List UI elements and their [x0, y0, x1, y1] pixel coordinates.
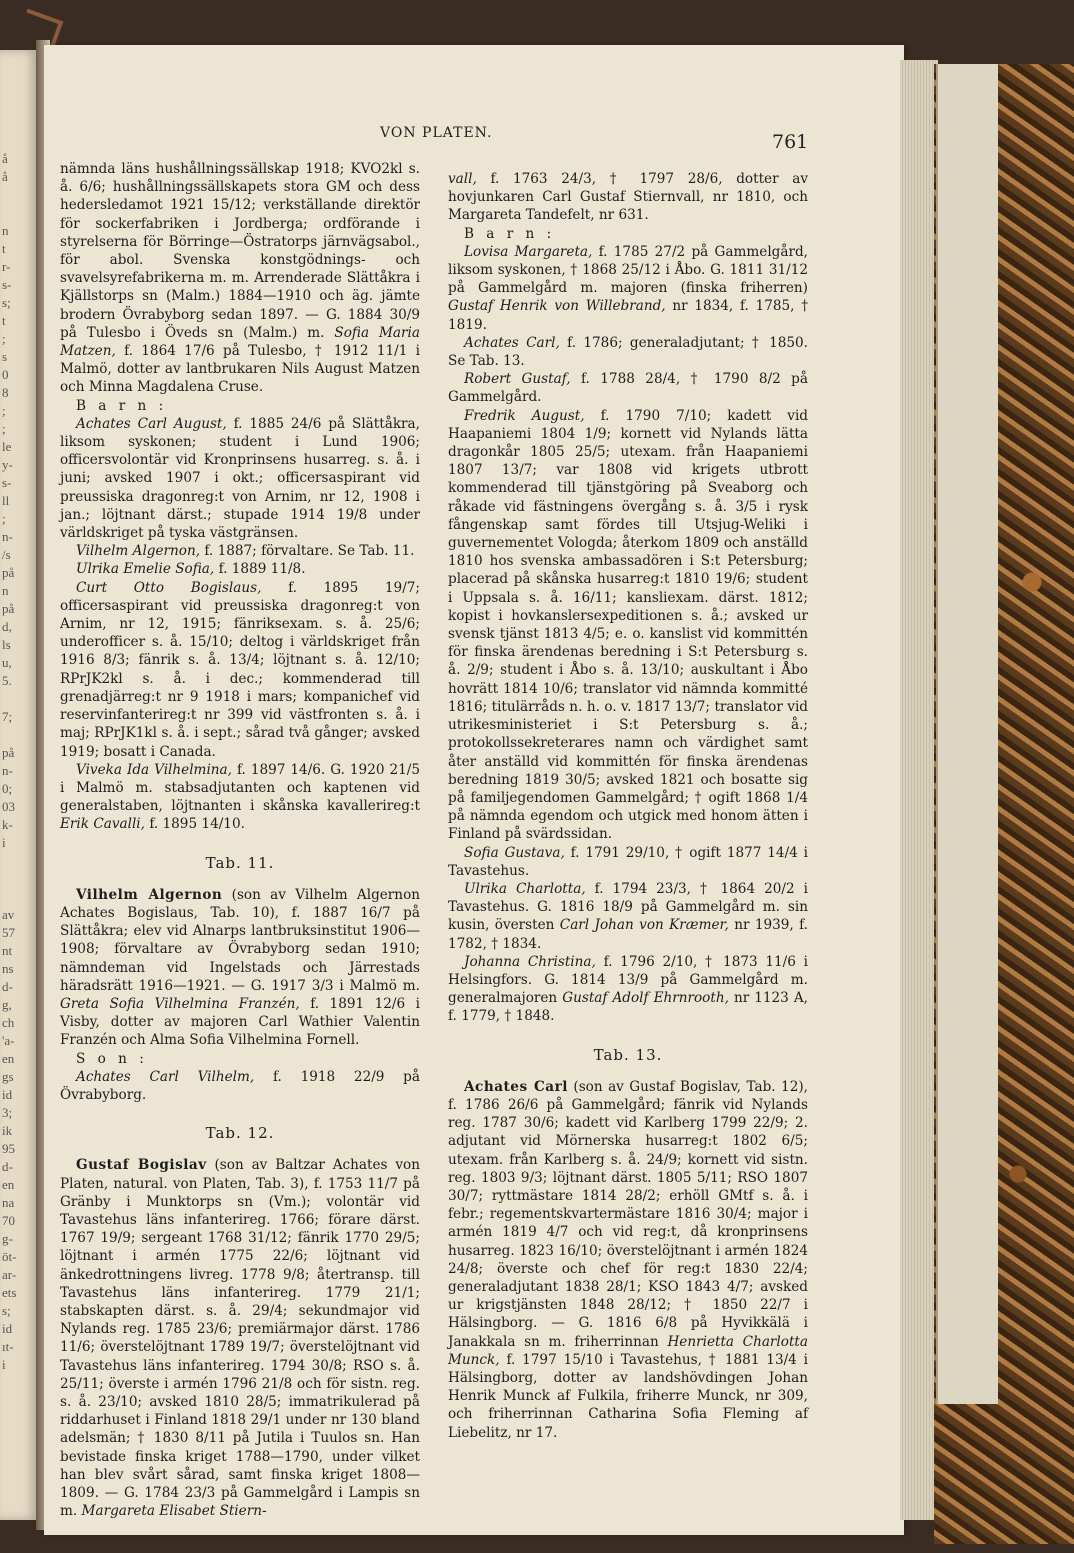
left-page-fragment: d-	[2, 979, 13, 994]
left-page-fragment	[0, 204, 38, 222]
left-page-fragment: 8	[2, 385, 9, 400]
left-page-fragment: på	[2, 745, 15, 760]
entry: Curt Otto Bogislaus, f. 1895 19/7; officersaspirant vid preussiska dragonreg:t von Arnim, nr 12, 1915; fänriksexam. s. å. 25/6; underofficer s. å. 15/10; deltog i världskriget från 1916 8/3; fänrik s. å. 13/4; löjtnant s. å. 12/10; RPrJK2kl s. å. i dec.; kommenderad till grenadjärreg:t nr 9 1918 i mars; kompanichef vid reservinfanterireg:t nr 399 vid västfronten s. å. i maj; RPrJK1kl s. å. i sept.; sårad två gånger; avsked 1919; bosatt i Canada.	[60, 579, 420, 760]
left-page-fragment: na	[2, 1195, 15, 1210]
left-page-fragment: /s	[2, 547, 11, 562]
entry: Robert Gustaf, f. 1788 28/4, † 1790 8/2 på Gammelgård.	[448, 371, 808, 406]
left-page-fragment: i	[2, 835, 6, 850]
entry: Ulrika Emelie Sofia, f. 1889 11/8.	[76, 561, 306, 578]
left-page-fragment	[0, 726, 38, 744]
entry: Vilhelm Algernon, f. 1887; förvaltare. Se Tab. 11.	[76, 543, 415, 560]
left-page-fragment: ch	[2, 1015, 15, 1030]
left-page-fragment	[0, 690, 38, 708]
children-heading: B a r n :	[76, 397, 168, 414]
left-page-fragment: på	[2, 601, 15, 616]
table-heading: Tab. 12.	[205, 1124, 275, 1143]
left-page-fragment: 'a-	[2, 1033, 15, 1048]
left-page-fragment: i	[2, 1357, 6, 1372]
left-page-fragment: r-	[2, 259, 11, 274]
left-page-fragment: ar-	[2, 1267, 17, 1282]
left-page-fragment: ;	[2, 511, 6, 526]
left-page-fragment: id	[2, 1087, 13, 1102]
entry: Achates Carl Vilhelm, f. 1918 22/9 på Övrabyborg.	[60, 1068, 420, 1103]
left-page-fragment: 95	[2, 1141, 15, 1156]
paragraph: vall, f. 1763 24/3, † 1797 28/6, dotter av hovjunkaren Carl Gustaf Stiernvall, nr 1810, och Margareta Tandefelt, nr 631.	[448, 171, 809, 224]
endpaper	[936, 64, 998, 1404]
left-page-fragment: g,	[2, 997, 12, 1012]
left-page-fragment: öt-	[2, 1249, 17, 1264]
entry: Lovisa Margareta, f. 1785 27/2 på Gammelgård, liksom syskonen, † 1868 25/12 i Åbo. G. 1811 31/12 på Gammelgård m. majoren (finska friherren) Gustaf Henrik von Willebrand, nr 1834, f. 1785, † 1819.	[448, 243, 808, 333]
left-page-fragment: n-	[2, 529, 13, 544]
entry: Fredrik August, f. 1790 7/10; kadett vid Haapaniemi 1804 1/9; kornett vid Nylands lätta dragonkår 1805 25/5; utexam. från Haapaniemi 1807 13/7; var 1808 vid krigets utbrott kommenderad till tjänstgöring på Sveaborg och råkade vid fästningens övergång s. å. 3/5 i rysk fångenskap samt fördes till Utsjug-Weliki i guvernementet Vologda; återkom 1809 och anställd 1810 hos svenska ambassadören i S:t Petersburg; placerad på skånska husarreg:t 1810 19/6; student i Uppsala s. å. 16/11; kansliexam. därst. 1812; kopist i hovkanslersexpeditionen s. å.; avsked ur svensk tjänst 1813 4/5; e. o. kanslist vid kommittén för finska ärendenas beredning i S:t Petersburg s. å. 2/9; student i Åbo s. å. 13/10; auskultant i Åbo hovrätt 1814 10/6; translator vid nämnda kommitté 1816; titulärråds n. h. o. v. 1817 13/7; translator vid utrikesministeriet i S:t Petersburg s. å.; protokollssekreterares namn och värdighet samt åter anställd vid kommittén för finska ärendenas beredning 1819 30/5; avsked 1821 och bosatte sig på familjegendomen Gammelgård; † ogift 1868 1/4 på nämnda egendom och utgick med honom ätten i Finland på svärdssidan.	[448, 407, 808, 843]
table-heading: Tab. 11.	[205, 853, 275, 872]
left-page-fragment: 5.	[2, 673, 12, 688]
entry: Sofia Gustava, f. 1791 29/10, † ogift 1877 14/4 i Tavastehus.	[448, 844, 808, 879]
left-page-fragment: gs	[2, 1069, 14, 1084]
left-page-fragment: le	[2, 439, 12, 454]
left-page-fragment: s-	[2, 277, 12, 292]
entry: Achates Carl, f. 1786; generaladjutant; † 1850. Se Tab. 13.	[448, 334, 808, 370]
left-page-fragment: nt	[2, 943, 13, 958]
left-page-fragment: på	[2, 565, 15, 580]
left-page-fragment: å	[2, 169, 8, 184]
left-page-fragment: y-	[2, 457, 13, 472]
left-page-fragment: s;	[2, 1303, 11, 1318]
left-page-fragment	[0, 852, 38, 870]
left-page-fragment: d,	[2, 619, 12, 634]
left-page-fragment	[0, 870, 38, 888]
left-page-fragment: en	[2, 1051, 15, 1066]
left-page-fragment: ik	[2, 1123, 13, 1138]
left-page-fragment: ıt-	[2, 1339, 14, 1354]
left-page-fragment: u,	[2, 655, 12, 670]
left-column	[60, 160, 420, 1520]
left-page-fragment: ls	[2, 637, 11, 652]
entry: Achates Carl August, f. 1885 24/6 på Slättåkra, liksom syskonen; student i Lund 1906; officersvolontär vid Kronprinsens husarreg. s. å. i juni; avsked 1907 i okt.; officersaspirant vid preussiska dragonreg:t von Arnim, nr 12, 1908 i jan.; löjtnant därst.; stupade 1914 19/8 under världskriget på tyska västgränsen.	[60, 415, 420, 542]
entry: Johanna Christina, f. 1796 2/10, † 1873 11/6 i Helsingfors. G. 1814 13/9 på Gammelgård m. generalmajoren Gustaf Adolf Ehrnrooth, nr 1123 A, f. 1779, † 1848.	[448, 953, 808, 1025]
entry: Achates Carl (son av Gustaf Bogislav, Tab. 12), f. 1786 26/6 på Gammelgård; fänrik vid Nylands reg. 1787 30/6; kadett vid Karlberg 1799 22/9; 2. adjutant vid Mörnerska husarreg:t 1802 6/5; utexam. från Karlberg s. å. 24/9; kornett vid sistn. reg. 1803 9/3; löjtnant därst. 1805 5/11; RSO 1807 30/7; ryttmästare 1814 28/2; erhöll GMtf s. å. i febr.; regementskvartermästare 1816 30/4; major i armén 1819 4/7 och vid reg:t, då kronprinsens husarreg. 1823 16/10; överstelöjtnant i armén 1824 24/8; överste och chef för reg:t 1830 22/4; generaladjutant 1838 28/1; KSO 1843 4/7; avsked ur krigstjänsten 1848 28/12; † 1850 22/7 i Hälsingborg. — G. 1816 6/8 på Hyvikkälä i Janakkala sn m. friherrinnan Henrietta Charlotta Munck, f. 1797 15/10 i Tavastehus, † 1881 13/4 i Hälsingborg, dotter av landshövdingen Johan Henrik Munck af Fulkila, friherre Munck, nr 309, och friherrinnan Catharina Sofia Fleming af Liebelitz, nr 17.	[448, 1078, 808, 1441]
left-page-fragment: d-	[2, 1159, 13, 1174]
page-number: 761	[772, 131, 809, 153]
left-page-fragment: ns	[2, 961, 14, 976]
left-page-fragment: s;	[2, 295, 11, 310]
left-page-fragment: n	[2, 223, 9, 238]
left-page-fragment: 7;	[2, 709, 13, 724]
left-page-fragment: id	[2, 1321, 13, 1336]
left-page-fragment: s-	[2, 475, 12, 490]
left-page-fragment: av	[2, 907, 15, 922]
left-page-fragment: 03	[2, 799, 15, 814]
left-page-fragment: n-	[2, 763, 13, 778]
left-page-fragment: t	[2, 313, 6, 328]
left-page-fragment: 57	[2, 925, 15, 940]
entry: Viveka Ida Vilhelmina, f. 1897 14/6. G. 1920 21/5 i Malmö m. stabsadjutanten och kaptenen vid generalstaben, löjtnanten i skånska kavallerireg:t Erik Cavalli, f. 1895 14/10.	[60, 761, 421, 833]
left-page-fragment: 3;	[2, 1105, 13, 1120]
running-title: VON PLATEN.	[380, 125, 493, 141]
entry: Gustaf Bogislav (son av Baltzar Achates von Platen, natural. von Platen, Tab. 3), f. 1753 11/7 på Gränby i Munktorps sn (Vm.); volontär vid Tavastehus läns infanterireg. 1766; förare därst. 1767 19/9; sergeant 1768 31/12; fänrik 1770 29/5; löjtnant i armén 1775 22/6; löjtnant vid änkedrottningens livreg. 1778 9/8; återtransp. till Tavastehus läns infanterireg. 1779 21/1; stabskapten därst. s. å. 29/4; sekundmajor vid Nylands reg. 1785 23/6; premiärmajor därst. 1786 11/6; överstelöjtnant 1789 19/7; överstelöjtnant vid Tavastehus läns infanterireg. 1794 30/8; RSO s. å. 25/11; överste i armén 1796 21/8 och för sistn. reg. s. å. 23/10; avsked 1810 28/5; immatrikulerad på riddarhuset i Finland 1818 29/1 under nr 130 bland adelsmän; † 1830 8/11 på Jutila i Tuulos sn. Han bevistade finska kriget 1788—1790, under vilket han blev svårt sårad, samt finska kriget 1808—1809. — G. 1784 23/3 på Gammelgård i Lampis sn m. Margareta Elisabet Stiern-	[60, 1157, 420, 1520]
son-heading: S o n :	[76, 1050, 148, 1067]
left-page-fragment: ;	[2, 421, 6, 436]
left-page-fragment: ;	[2, 331, 6, 346]
left-page-edge	[0, 50, 38, 1520]
left-page-fragment: ll	[2, 493, 10, 508]
children-heading: B a r n :	[464, 225, 556, 242]
left-page-fragment: 0	[2, 367, 9, 382]
left-page-fragment: å	[2, 151, 8, 166]
entry: Ulrika Charlotta, f. 1794 23/3, † 1864 20/2 i Tavastehus. G. 1816 18/9 på Gammelgård m. sin kusin, översten Carl Johan von Kræmer, nr 1939, f. 1782, † 1834.	[448, 880, 808, 952]
page-edges	[900, 60, 938, 1520]
left-page-fragment: en	[2, 1177, 15, 1192]
table-heading: Tab. 13.	[593, 1045, 663, 1064]
left-page-fragment: s	[2, 349, 8, 364]
left-page-fragment: ;	[2, 403, 6, 418]
paragraph: nämnda läns hushållningssällskap 1918; KVO2kl s. å. 6/6; hushållningssällskapets stora GM och dess hedersledamot 1921 15/12; verkställande direktör för sockerfabriken i Jordberga; ordförande i styrelserna för Börringe—Östratorps järnvägsabol., för abol. Svenska konstgödnings- och svavelsyrefabrikerna m. m. Arrenderade Slättåkra i Kjällstorps sn (Malm.) 1884—1910 och äg. jämte brodern Övrabyborg sedan 1897. — G. 1884 30/9 på Tulesbo i Öveds sn (Malm.) m. Sofia Maria Matzen, f. 1864 17/6 på Tulesbo, † 1912 11/1 i Malmö, dotter av lantbrukaren Nils August Matzen och Minna Magdalena Cruse.	[60, 161, 420, 396]
left-page-fragment	[0, 888, 38, 906]
left-page-fragment: t	[2, 241, 6, 256]
left-page-fragment: ets	[2, 1285, 17, 1300]
left-page-fragment: g-	[2, 1231, 13, 1246]
left-page-fragment: k-	[2, 817, 13, 832]
left-page-fragment: 0;	[2, 781, 13, 796]
left-page-fragment: n	[2, 583, 9, 598]
entry: Vilhelm Algernon (son av Vilhelm Algernon Achates Bogislaus, Tab. 10), f. 1887 16/7 på Slättåkra; elev vid Alnarps lantbruksinstitut 1906—1908; förvaltare av Övrabyborg sedan 1910; nämndeman vid Ingelstads och Järrestads häradsrätt 1916—1921. — G. 1917 3/3 i Malmö m. Greta Sofia Vilhelmina Franzén, f. 1891 12/6 i Visby, dotter av majoren Carl Wathier Valentin Franzén och Alma Sofia Vilhelmina Fornell.	[60, 886, 421, 1049]
left-page-fragment	[0, 186, 38, 204]
right-column	[448, 170, 808, 1442]
left-page-fragment: 70	[2, 1213, 15, 1228]
